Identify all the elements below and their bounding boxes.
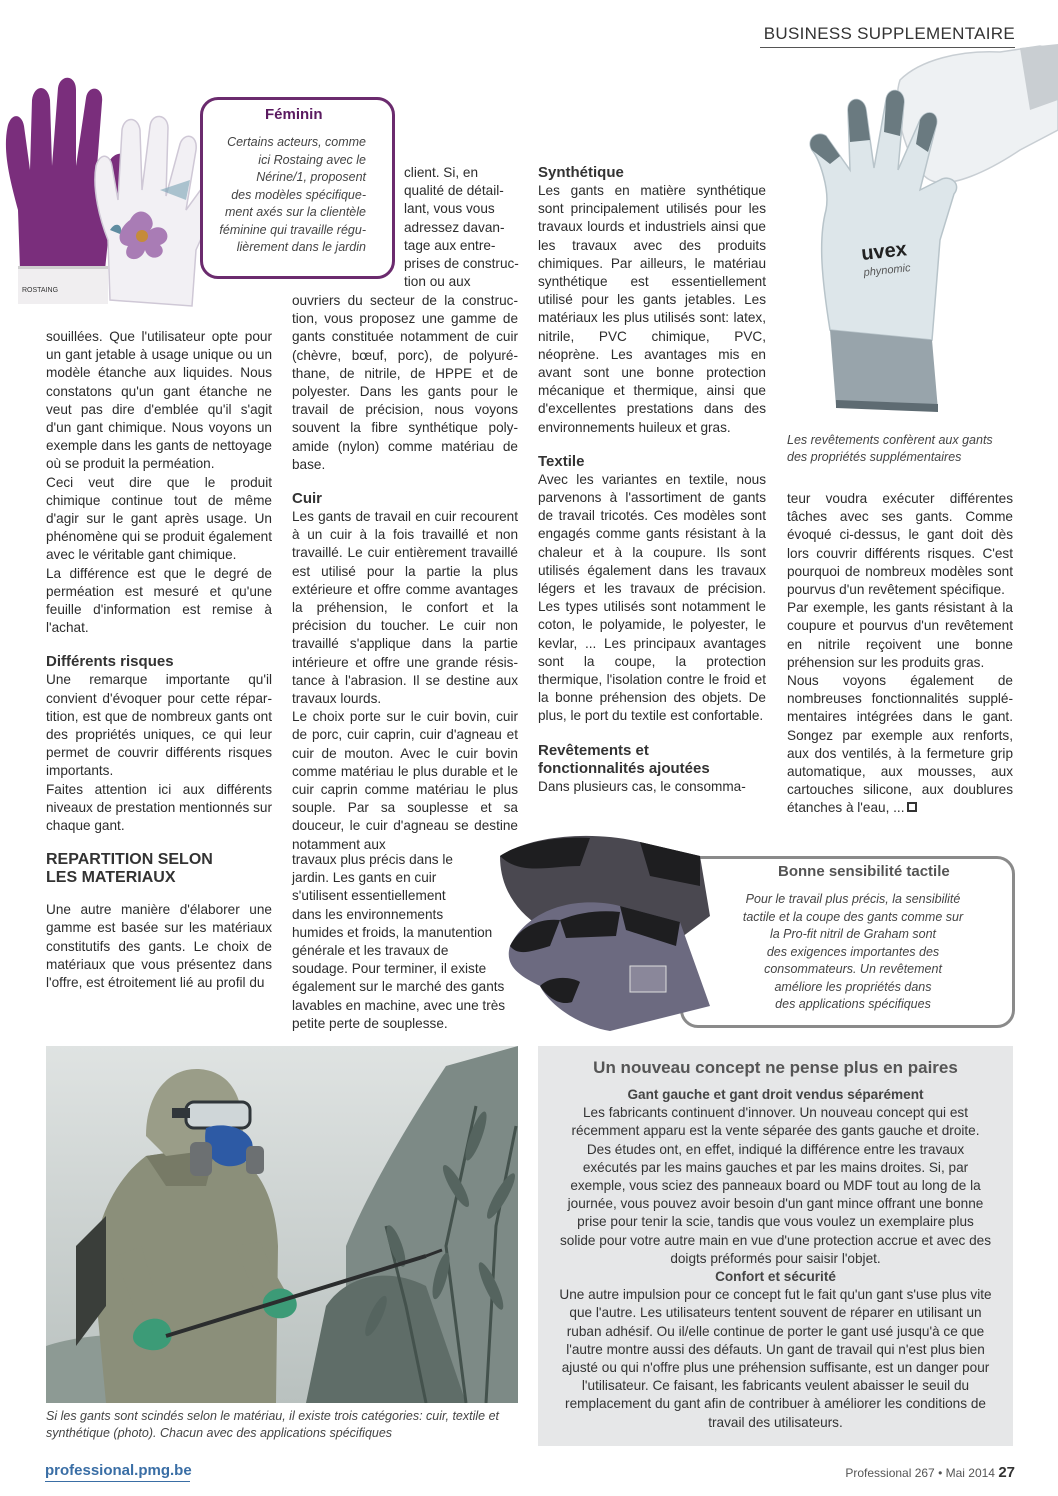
heading-textile: Textile: [538, 452, 585, 470]
paragraph: Faites attention ici aux différents niveaux de prestation mentionnés sur chaque gant.: [46, 781, 272, 834]
rostaing-label: ROSTAING: [22, 287, 59, 294]
sensibilite-text: Pour le travail plus précis, la sensibilité tactile et la coupe des gants comme sur la Pro-fit nitril de Graham sont des exigences importantes des consommateurs. Un revêtement améliore les propriétés dans des applications spécifiques: [742, 892, 964, 1011]
paragraph: Une autre manière d'élaborer une gamme est basée sur les matériaux constitutifs des gants. Le choix de matériaux que vous présentez dans l'offre, est étroitement lié au profil du: [46, 902, 272, 991]
column-1: [46, 328, 272, 992]
concept-subtitle-2: Confort et sécurité: [715, 1269, 836, 1285]
heading-risques: Différents risques: [46, 653, 174, 671]
column-2-top: client. Si, en qualité de détail- lant, vous vous adressez davan- tage aux entre- prises de construc- tion ou aux: [404, 165, 519, 290]
heading-cuir: Cuir: [292, 490, 322, 508]
worker-photo-caption: Si les gants sont scindés selon le matériau, il existe trois catégories: cuir, textile et synthétique (photo). Chacun avec des applications spécifiques: [46, 1409, 499, 1440]
paragraph: ouvriers du secteur de la construction, vous proposez une gamme de gants constituée notamment de cuir (chèvre, bœuf, porc), de polyuréthane, de nitrile, de HPPE et de polyester. Dans les gants pour le travail de précision, nous voyons souvent la fibre synthétique polyamide (nylon) comme matériau de base.: [292, 293, 518, 472]
section-label: BUSINESS SUPPLEMENTAIRE: [760, 24, 1015, 48]
footer-issue: [820, 1464, 1015, 1481]
concept-subtitle-1: Gant gauche et gant droit vendus séparément: [627, 1087, 924, 1102]
worker-photo: [46, 1046, 518, 1403]
paragraph: Une remarque importante qu'il convient d'évoquer pour cette répartition, est que de nombreux gants ont des propriétés uniques, ce qui leur permet de couvrir différents risques importants.: [46, 672, 272, 779]
heading-revetements: Revêtements et fonctionnalités ajoutées: [538, 741, 710, 777]
footer-site-link[interactable]: professional.pmg.be: [45, 1462, 190, 1482]
feminin-title: Féminin: [265, 106, 323, 123]
paragraph: Ceci veut dire que le produit chimique continue tout de même d'agir sur le gant après usage. Un phénomène qui se produit également avec le véritable gant chimique.: [46, 474, 272, 563]
column-3: [538, 164, 766, 796]
paragraph: Dans plusieurs cas, le consomma-: [538, 778, 746, 794]
heading-synthetique: Synthétique: [538, 164, 624, 181]
paragraph: Une autre impulsion pour ce concept fut le fait qu'un gant s'use plus vite que l'autre. Les utilisateurs tentent souvent de réparer en utilisant un ruban adhésif. Ou il/elle continue de porter le gant usé jusqu'à ce que l'autre montre aussi des défauts. Un gant de travail qui n'est plus bien ajusté ou qui n'offre plus une préhension suffisante, est un danger pour l'utilisateur. Ce faisant, les fabricants veulent abaisser le seuil du remplacement du gant afin de contribuer à améliorer les conditions de travail des utilisateurs.: [559, 1287, 992, 1430]
paragraph: Le choix porte sur le cuir bovin, cuir de porc, cuir caprin, cuir d'agneau et cuir de mouton. Avec le cuir bovin comme matériau le plus durable et le cuir caprin comme matériau le plus souple. Par sa souplesse et sa douceur, le cuir d'agneau se destine notamment aux: [292, 709, 518, 852]
uvex-brand-label: uvex: [860, 238, 908, 265]
heading-repartition: REPARTITION SELON LES MATERIAUX: [46, 851, 213, 887]
concept-box-title: Un nouveau concept ne pense plus en paires: [593, 1058, 958, 1077]
paragraph: Par exemple, les gants résistant à la coupure et pourvus d'un revêtement en nitrile reçoivent une bonne préhension sur les produits gras.: [787, 600, 1013, 670]
column-2: [292, 292, 518, 854]
page-number: 27: [998, 1464, 1015, 1481]
uvex-model-label: phynomic: [863, 262, 912, 279]
concept-box: [538, 1046, 1013, 1446]
paragraph: Les gants en matière synthétique sont principalement utilisés pour les travaux lourds et industriels ainsi que les travaux avec des produits chimiques. Par ailleurs, le matériau synthétique est essentiellement utilisé pour les gants jetables. Les matériaux les plus utilisés sont: latex, nitrile, PVC chimique, PVC, néoprène. Les avantages mis en avant sont une bonne protection mécanique et thermique, ainsi que d'excellentes prestations dans des environnements huileux et gras.: [538, 183, 766, 435]
sensibilite-title: Bonne sensibilité tactile: [778, 863, 950, 880]
column-4: [787, 490, 1013, 818]
column-2-wrap: travaux plus précis dans le jardin. Les gants en cuir s'utilisent essentiellement dans les environnements humides et froids, la manutention générale et les travaux de soudage. Pour terminer, il existe également sur le marché des gants lavables en machine, avec une très petite perte de souplesse.: [292, 852, 506, 1031]
paragraph: Les fabricants continuent d'innover. Un nouveau concept qui est récemment apparu est la vente séparée des gants gauche et droite. Des études ont, en effet, indiqué la différence entre les travaux exécutés par les mains gauches et par les mains droites. Si, par exemple, vous sciez des panneaux board ou MDF tout au long de la journée, vous pouvez avoir besoin d'un gant mince offrant une bonne prise pour tenir la scie, tandis que vous voulez un exemplaire plus solide pour votre autre main en vue d'une protection accrue et avec des doigts préformés pour saisir l'objet.: [559, 1105, 992, 1266]
uvex-gloves-image: [790, 40, 1058, 430]
paragraph: teur voudra exécuter différentes tâches avec ses gants. Comme évoqué ci-dessus, le gant doit dès lors couvrir différents risques. C'est pourquoi de nombreux modèles sont pourvus d'un revêtement spécifique.: [787, 491, 1013, 598]
concept-box-body: [558, 1086, 993, 1432]
paragraph: Les gants de travail en cuir recourent à un cuir à la fois travaillé et non travaillé. Le cuir entièrement travaillé est utilisé pour la partie la plus extérieure et offre comme avantages la préhension, le confort et la précision du toucher. Le cuir non travaillé s'applique dans la partie intérieure et offre une grande résistance à l'abrasion. Il se destine aux travaux lourds.: [292, 509, 518, 707]
profit-gloves-image: [470, 826, 730, 1036]
paragraph: La différence est que le degré de perméation est mesuré et qu'une feuille d'information est remise à l'achat.: [46, 565, 272, 636]
paragraph: Avec les variantes en textile, nous parvenons à l'assortiment de gants de travail tricotés. Ces modèles sont engagés comme gants résistant à la chaleur et à la coupure. Ils sont utilisés également dans les travaux légers et les travaux de précision. Les types utilisés sont notamment le coton, le polyamide, le polyester, le kevlar, ... Les principaux avantages sont la coupe, la protection thermique, l'isolation contre le froid et la bonne préhension des objets. De plus, le port du textile est confortable.: [538, 471, 766, 724]
uvex-caption: Les revêtements confèrent aux gants des propriétés supplémentaires: [787, 433, 993, 464]
feminin-text: Certains acteurs, comme ici Rostaing avec le Nérine/1, proposent des modèles spécifique- ment axés sur la clientèle féminine qui travaille régu- lièrement dans le jardin: [219, 135, 366, 254]
footer-issue-text: Professional 267 • Mai 2014: [845, 1466, 995, 1480]
paragraph: souillées. Que l'utilisateur opte pour un gant jetable à usage unique ou un modèle étanche aux liquides. Nous constatons qu'un gant étanche ne veut pas dire d'emblée qu'il s'agit d'un gant chimique. Nous voyons un exemple dans les gants de nettoyage où se produit la perméation.: [46, 329, 272, 472]
paragraph: Nous voyons également de nombreuses fonctionnalités supplémentaires intégrées dans le gant. Songez par exemple aux renforts, aux dos ventilés, à la fermeture grip automatique, aux mousses, aux cartouches silicone, aux doublures étanches à l'eau, ...: [787, 673, 1013, 816]
end-mark-icon: [907, 802, 917, 812]
